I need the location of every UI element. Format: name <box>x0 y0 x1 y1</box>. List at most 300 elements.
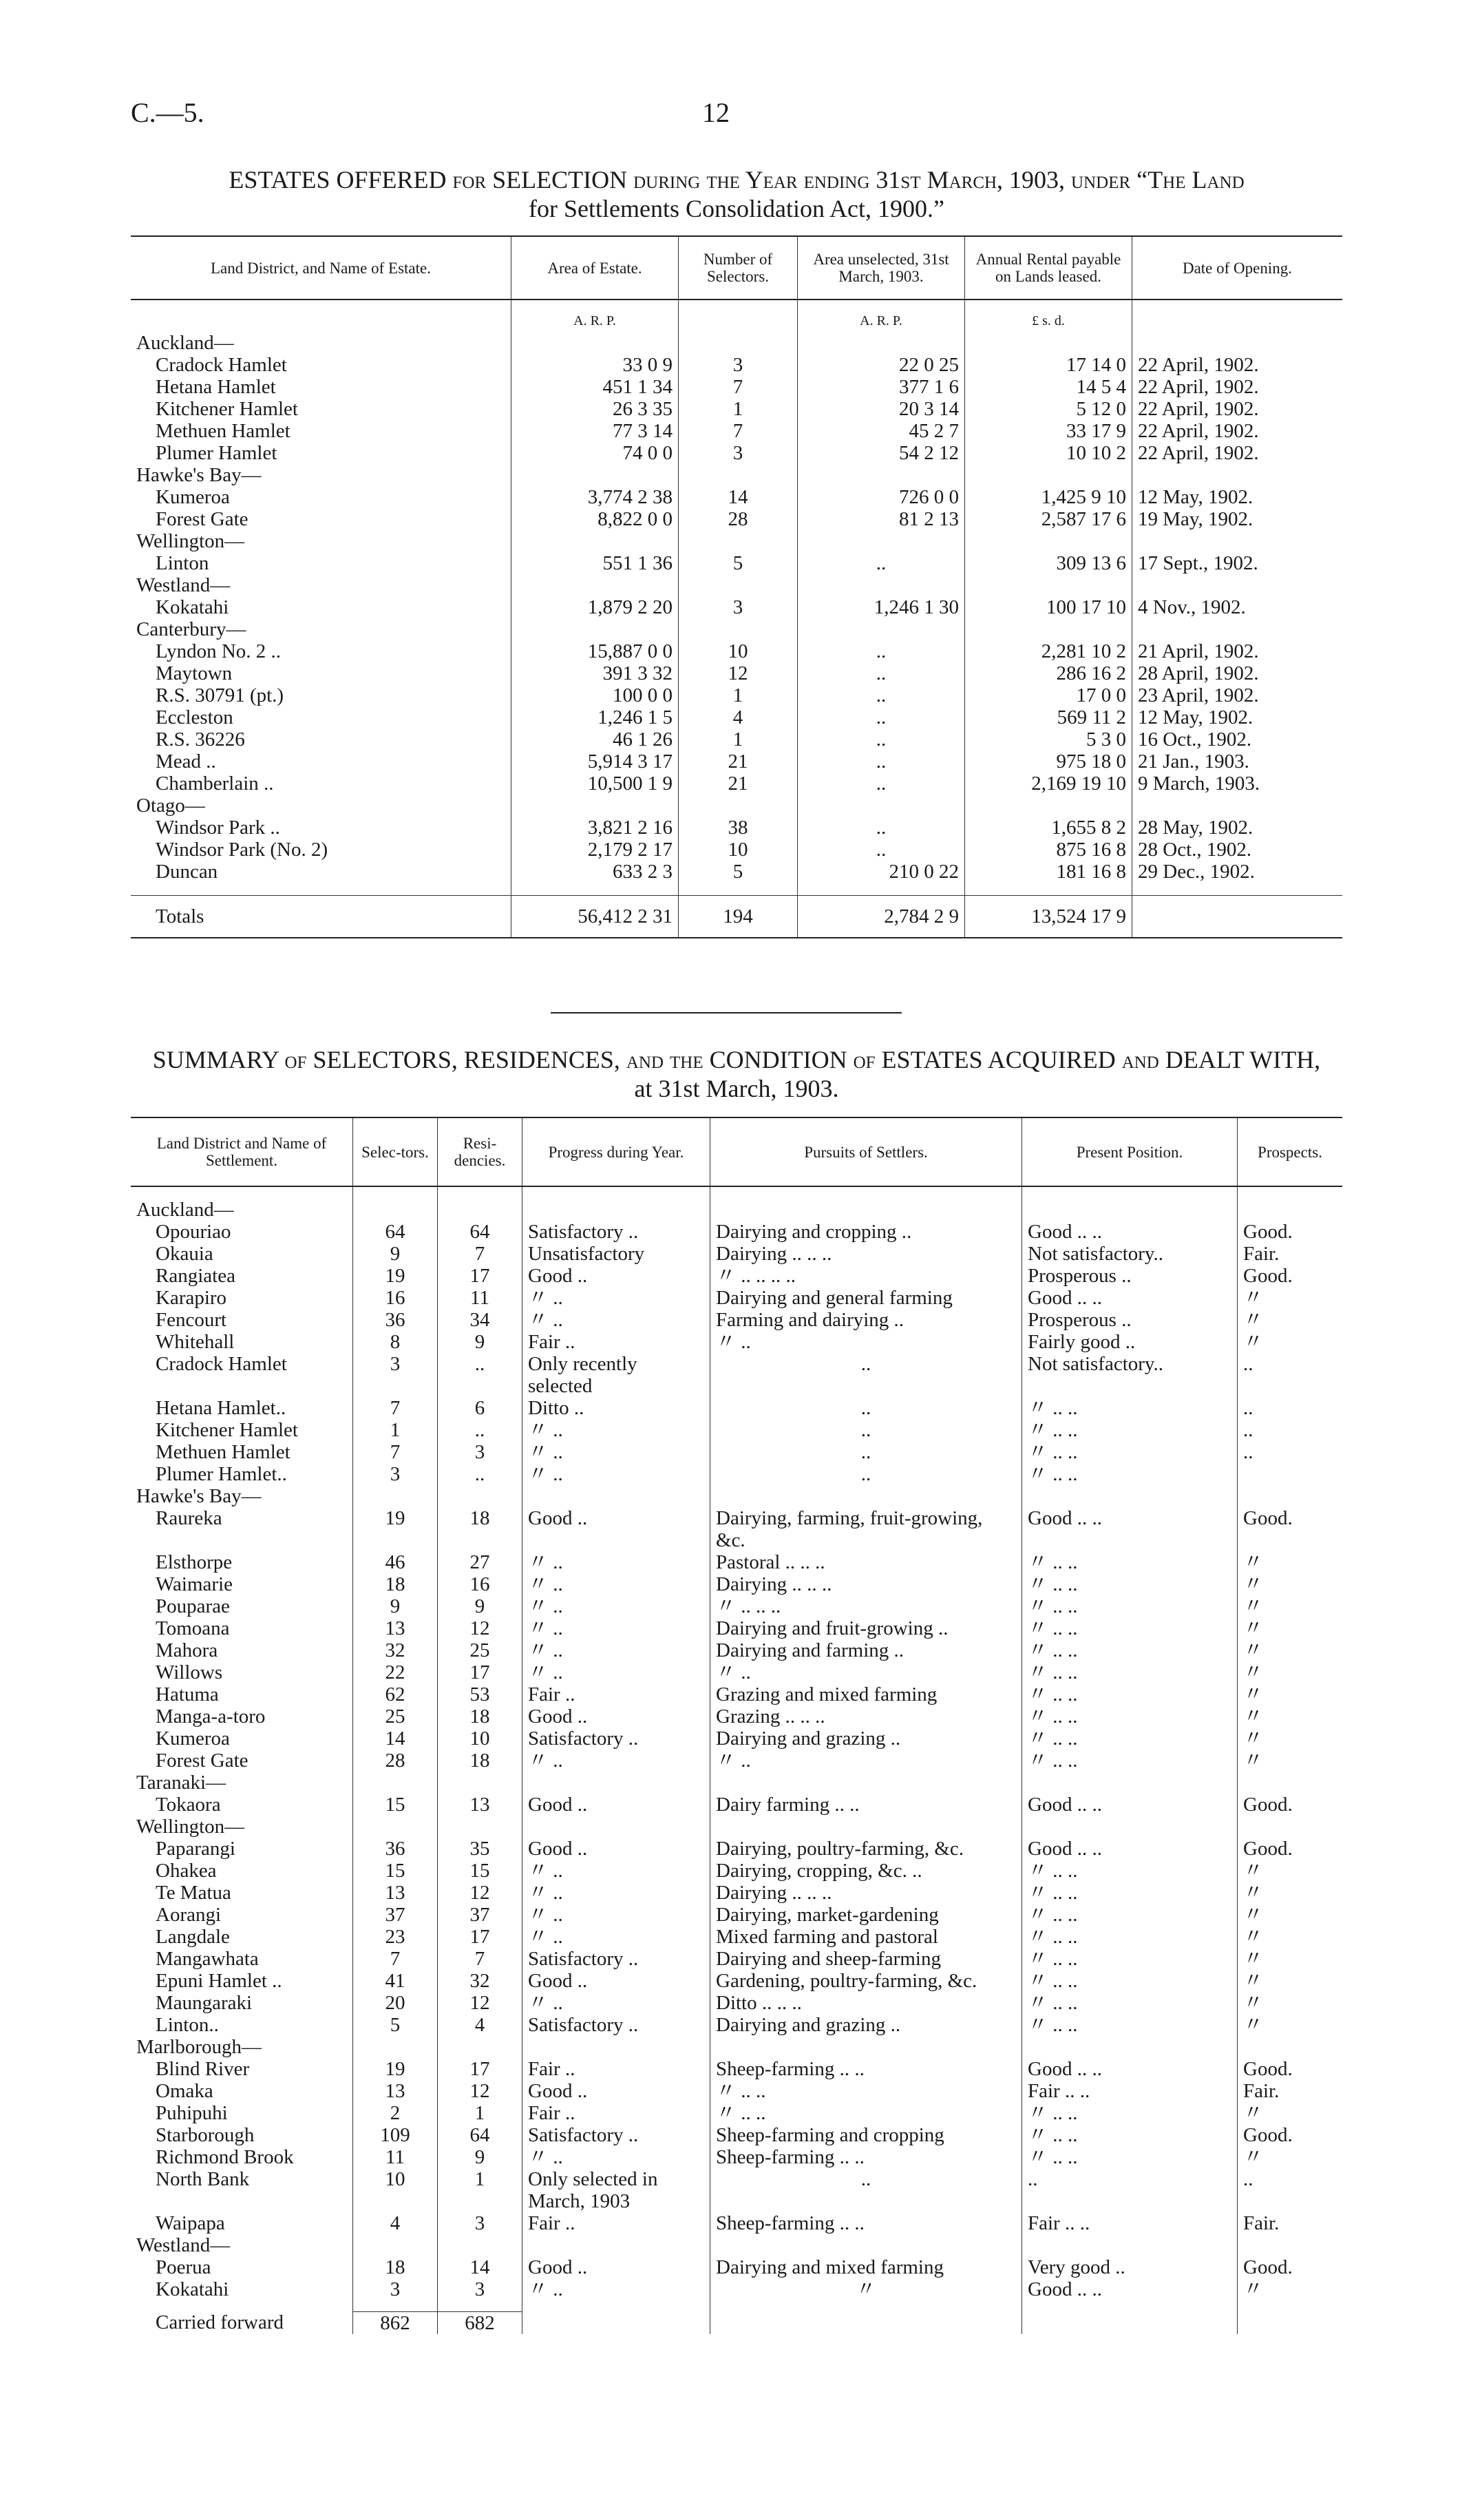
settlement-row <box>131 1948 1342 1970</box>
settlement-position: 〃 .. .. <box>1022 1992 1238 2014</box>
settlement-pursuits: 〃 .. <box>710 1331 1022 1353</box>
settlement-name: Methuen Hamlet <box>156 1441 290 1463</box>
settlement-position: Good .. .. <box>1022 1221 1238 1243</box>
settlement-residencies: 18 <box>438 1507 522 1551</box>
settlement-name: Karapiro <box>156 1287 227 1309</box>
estate-area: 1,246 1 5 <box>511 706 679 728</box>
settlement-progress: Fair .. <box>522 2212 710 2234</box>
settlement-progress: Fair .. <box>522 1331 710 1353</box>
estate-row <box>131 552 1342 574</box>
settlement-row <box>131 1573 1342 1595</box>
page-header <box>131 96 1342 138</box>
estates-table <box>131 235 1342 938</box>
settlement-prospects: Good. <box>1238 2256 1343 2278</box>
settlement-residencies: 9 <box>438 1331 522 1353</box>
estate-area: 33 0 9 <box>511 354 679 376</box>
section-divider <box>551 1012 902 1014</box>
empty-cell <box>798 574 965 596</box>
settlement-progress: 〃 .. <box>522 1661 710 1683</box>
settlement-residencies: .. <box>438 1463 522 1485</box>
district-row <box>131 1485 1342 1507</box>
empty-cell <box>522 2300 710 2311</box>
estate-row <box>131 750 1342 773</box>
empty-cell <box>522 1485 710 1507</box>
settlement-position: 〃 .. .. <box>1022 1617 1238 1639</box>
settlement-row <box>131 1926 1342 1948</box>
settlement-prospects: .. <box>1238 1353 1343 1397</box>
settlement-selectors: 3 <box>353 1463 438 1485</box>
estate-selectors: 10 <box>679 839 798 861</box>
settlement-selectors: 9 <box>353 1595 438 1617</box>
settlement-prospects: .. <box>1238 1397 1343 1419</box>
settlement-selectors: 20 <box>353 1992 438 2014</box>
settlement-row <box>131 2080 1342 2102</box>
settlement-position: Good .. .. <box>1022 1838 1238 1860</box>
settlement-selectors: 18 <box>353 2256 438 2278</box>
spacer-row <box>131 883 1342 895</box>
district-name: Marlborough— <box>136 2036 262 2058</box>
settlement-name: Langdale <box>156 1926 230 1948</box>
empty-cell <box>438 1485 522 1507</box>
settlement-selectors: 4 <box>353 2212 438 2234</box>
estates-body <box>131 300 1342 938</box>
estate-unselected: .. <box>798 750 965 773</box>
settlement-selectors: 1 <box>353 1419 438 1441</box>
settlement-pursuits: Dairying, cropping, &c. .. <box>710 1860 1022 1882</box>
empty-cell <box>679 332 798 354</box>
estate-selectors: 3 <box>679 354 798 376</box>
district-name: Westland— <box>136 574 231 596</box>
settlement-selectors: 5 <box>353 2014 438 2036</box>
empty-cell <box>710 2300 1022 2311</box>
settlement-row <box>131 1860 1342 1882</box>
settlement-residencies: 17 <box>438 1926 522 1948</box>
settlement-name: Pouparae <box>156 1595 230 1617</box>
settlement-name: Kumeroa <box>156 1728 230 1750</box>
empty-cell <box>1238 1485 1343 1507</box>
settlement-pursuits: Dairying .. .. .. <box>710 1882 1022 1904</box>
col-selectors: Number of Selectors. <box>679 236 798 300</box>
settlement-selectors: 28 <box>353 1750 438 1772</box>
settlement-pursuits: Dairying and general farming <box>710 1287 1022 1309</box>
settlement-name: North Bank <box>156 2168 250 2190</box>
estate-row <box>131 728 1342 750</box>
empty-cell <box>511 883 679 895</box>
empty-cell <box>1238 2234 1343 2256</box>
estate-unselected: 20 3 14 <box>798 398 965 420</box>
district-row <box>131 530 1342 552</box>
empty-cell <box>798 332 965 354</box>
settlement-selectors: 25 <box>353 1705 438 1728</box>
settlement-progress: 〃 .. <box>522 1617 710 1639</box>
empty-cell <box>438 2234 522 2256</box>
estate-unselected: .. <box>798 839 965 861</box>
empty-cell <box>1022 1816 1238 1838</box>
empty-cell <box>798 618 965 640</box>
empty-cell <box>353 1199 438 1221</box>
estates-title-line2: for Settlements Consolidation Act, 1900.” <box>529 195 944 222</box>
settlement-prospects: Good. <box>1238 1794 1343 1816</box>
settlement-prospects: 〃 <box>1238 1904 1343 1926</box>
settlement-progress: Satisfactory .. <box>522 2124 710 2146</box>
settlement-pursuits: Ditto .. .. .. <box>710 1992 1022 2014</box>
estate-area: 3,821 2 16 <box>511 817 679 839</box>
settlement-pursuits: Pastoral .. .. .. <box>710 1551 1022 1573</box>
col-unselected: Area unselected, 31st March, 1903. <box>798 236 965 300</box>
estate-opening-date: 22 April, 1902. <box>1132 354 1343 376</box>
col-rental: Annual Rental payable on Lands leased. <box>965 236 1132 300</box>
estate-row <box>131 640 1342 662</box>
estate-selectors: 7 <box>679 376 798 398</box>
settlement-prospects: 〃 <box>1238 2146 1343 2168</box>
settlement-row <box>131 1639 1342 1661</box>
summary-body <box>131 1186 1342 2334</box>
district-row <box>131 1816 1342 1838</box>
empty-cell <box>522 2036 710 2058</box>
settlement-progress: Good .. <box>522 1970 710 1992</box>
settlement-pursuits: 〃 .. .. <box>710 2080 1022 2102</box>
settlement-prospects: 〃 <box>1238 1948 1343 1970</box>
estate-area: 451 1 34 <box>511 376 679 398</box>
settlement-pursuits: Dairying .. .. .. <box>710 1243 1022 1265</box>
estate-opening-date: 19 May, 1902. <box>1132 508 1343 530</box>
estate-row <box>131 861 1342 883</box>
summary-title-line2: at 31st March, 1903. <box>634 1075 839 1102</box>
settlement-residencies: 3 <box>438 1441 522 1463</box>
estate-row <box>131 817 1342 839</box>
settlement-position: 〃 .. .. <box>1022 1441 1238 1463</box>
empty-cell <box>1238 1199 1343 1221</box>
settlement-pursuits: Farming and dairying .. <box>710 1309 1022 1331</box>
district-row <box>131 2036 1342 2058</box>
col-prospects: Prospects. <box>1238 1117 1343 1186</box>
estate-area: 551 1 36 <box>511 552 679 574</box>
settlement-pursuits: Dairying, market-gardening <box>710 1904 1022 1926</box>
settlement-row <box>131 1309 1342 1331</box>
estate-selectors: 1 <box>679 684 798 706</box>
settlement-position: .. <box>1022 2168 1238 2212</box>
settlement-position: Good .. .. <box>1022 1794 1238 1816</box>
estate-rent: 975 18 0 <box>965 750 1132 773</box>
col-selectors: Selec-tors. <box>353 1117 438 1186</box>
settlement-residencies: 7 <box>438 1948 522 1970</box>
settlement-progress: 〃 .. <box>522 1926 710 1948</box>
settlement-row <box>131 2102 1342 2124</box>
empty-cell <box>1238 2311 1343 2334</box>
settlement-selectors: 11 <box>353 2146 438 2168</box>
settlement-progress: 〃 .. <box>522 1992 710 2014</box>
settlement-prospects: .. <box>1238 1441 1343 1463</box>
estate-selectors: 1 <box>679 398 798 420</box>
estate-opening-date: 28 Oct., 1902. <box>1132 839 1343 861</box>
settlement-progress: Satisfactory .. <box>522 1728 710 1750</box>
estate-unselected: 22 0 25 <box>798 354 965 376</box>
empty-cell <box>965 332 1132 354</box>
estate-opening-date: 23 April, 1902. <box>1132 684 1343 706</box>
estate-name: Duncan <box>156 861 218 883</box>
settlement-residencies: 4 <box>438 2014 522 2036</box>
settlement-position: 〃 .. .. <box>1022 1397 1238 1419</box>
estate-rent: 5 3 0 <box>965 728 1132 750</box>
settlement-position: Prosperous .. <box>1022 1265 1238 1287</box>
empty-cell <box>438 1816 522 1838</box>
estate-opening-date: 28 May, 1902. <box>1132 817 1343 839</box>
estate-name: Methuen Hamlet <box>156 420 290 442</box>
empty-cell <box>1238 2300 1343 2311</box>
settlement-residencies: 17 <box>438 1265 522 1287</box>
settlement-position: 〃 .. .. <box>1022 1661 1238 1683</box>
estate-unselected: .. <box>798 728 965 750</box>
settlement-pursuits: 〃 .. .. .. .. <box>710 1265 1022 1287</box>
settlement-row <box>131 1419 1342 1441</box>
settlement-pursuits: .. <box>710 1353 1022 1397</box>
col-settlement: Land District and Name of Settlement. <box>131 1117 353 1186</box>
settlement-progress: 〃 .. <box>522 1309 710 1331</box>
settlement-name: Ohakea <box>156 1860 217 1882</box>
settlement-name: Mahora <box>156 1639 218 1661</box>
settlement-prospects: 〃 <box>1238 1661 1343 1683</box>
settlement-position: 〃 .. .. <box>1022 1882 1238 1904</box>
settlement-pursuits: Dairying and farming .. <box>710 1639 1022 1661</box>
settlement-name: Willows <box>156 1661 223 1683</box>
settlement-selectors: 41 <box>353 1970 438 1992</box>
empty-cell <box>965 464 1132 486</box>
settlement-progress: 〃 .. <box>522 1551 710 1573</box>
settlement-name: Elsthorpe <box>156 1551 233 1573</box>
settlement-name: Tomoana <box>156 1617 230 1639</box>
totals-row <box>131 895 1342 938</box>
settlement-progress: 〃 .. <box>522 2146 710 2168</box>
settlement-residencies: 53 <box>438 1683 522 1705</box>
settlement-prospects: 〃 <box>1238 1970 1343 1992</box>
settlement-pursuits: Grazing .. .. .. <box>710 1705 1022 1728</box>
empty-cell <box>1132 332 1343 354</box>
settlement-position: Prosperous .. <box>1022 1309 1238 1331</box>
settlement-position: 〃 .. .. <box>1022 1595 1238 1617</box>
estate-unselected: .. <box>798 662 965 684</box>
estate-rent: 2,281 10 2 <box>965 640 1132 662</box>
estate-area: 74 0 0 <box>511 442 679 464</box>
empty-cell <box>522 1816 710 1838</box>
settlement-residencies: 3 <box>438 2278 522 2300</box>
settlement-name: Fencourt <box>156 1309 227 1331</box>
estate-selectors: 3 <box>679 442 798 464</box>
settlement-name: Linton.. <box>156 2014 219 2036</box>
settlement-position: 〃 .. .. <box>1022 1860 1238 1882</box>
settlement-row <box>131 1463 1342 1485</box>
settlement-pursuits: 〃 .. .. <box>710 2102 1022 2124</box>
col-pursuits: Pursuits of Settlers. <box>710 1117 1022 1186</box>
settlement-pursuits: Dairying .. .. .. <box>710 1573 1022 1595</box>
estate-name: Windsor Park (No. 2) <box>156 839 328 861</box>
estate-row <box>131 662 1342 684</box>
estate-row <box>131 398 1342 420</box>
settlement-pursuits: Dairying, poultry-farming, &c. <box>710 1838 1022 1860</box>
estate-unselected: 81 2 13 <box>798 508 965 530</box>
estate-unselected: .. <box>798 684 965 706</box>
settlement-selectors: 36 <box>353 1838 438 1860</box>
settlement-selectors: 13 <box>353 2080 438 2102</box>
district-name: Auckland— <box>136 332 234 354</box>
estate-row <box>131 420 1342 442</box>
settlement-selectors: 19 <box>353 2058 438 2080</box>
estate-rent: 1,425 9 10 <box>965 486 1132 508</box>
settlement-name: Waipapa <box>156 2212 225 2234</box>
settlement-name: Mangawhata <box>156 1948 259 1970</box>
settlement-row <box>131 1970 1342 1992</box>
settlement-prospects: .. <box>1238 2168 1343 2212</box>
settlement-pursuits: 〃 .. <box>710 1661 1022 1683</box>
estate-row <box>131 376 1342 398</box>
settlement-name: Whitehall <box>156 1331 235 1353</box>
estate-opening-date: 22 April, 1902. <box>1132 376 1343 398</box>
empty-cell <box>438 2300 522 2311</box>
col-residencies: Resi-dencies. <box>438 1117 522 1186</box>
document-reference: C.—5. <box>131 97 204 128</box>
empty-cell <box>965 618 1132 640</box>
settlement-selectors: 14 <box>353 1728 438 1750</box>
settlement-prospects: 〃 <box>1238 1617 1343 1639</box>
settlement-residencies: 7 <box>438 1243 522 1265</box>
settlement-row <box>131 2212 1342 2234</box>
empty-cell <box>511 530 679 552</box>
empty-cell <box>710 1772 1022 1794</box>
settlement-pursuits: Dairying, farming, fruit-growing, &c. <box>710 1507 1022 1551</box>
estate-area: 26 3 35 <box>511 398 679 420</box>
estate-rent: 5 12 0 <box>965 398 1132 420</box>
carried-residencies: 682 <box>438 2311 522 2334</box>
settlement-name: Paparangi <box>156 1838 235 1860</box>
settlement-selectors: 19 <box>353 1265 438 1287</box>
settlement-residencies: 27 <box>438 1551 522 1573</box>
empty-cell <box>965 883 1132 895</box>
settlement-selectors: 18 <box>353 1573 438 1595</box>
settlement-name: Blind River <box>156 2058 250 2080</box>
spacer-row <box>131 2300 1342 2311</box>
estate-opening-date: 17 Sept., 1902. <box>1132 552 1343 574</box>
district-row <box>131 1199 1342 1221</box>
settlement-position: 〃 .. .. <box>1022 1463 1238 1485</box>
estate-unselected: .. <box>798 706 965 728</box>
settlement-row <box>131 1243 1342 1265</box>
estate-selectors: 14 <box>679 486 798 508</box>
empty-cell <box>710 1816 1022 1838</box>
estate-selectors: 3 <box>679 596 798 618</box>
estate-rent: 10 10 2 <box>965 442 1132 464</box>
empty-cell <box>353 1816 438 1838</box>
settlement-name: Aorangi <box>156 1904 222 1926</box>
estate-opening-date: 12 May, 1902. <box>1132 486 1343 508</box>
settlement-row <box>131 2256 1342 2278</box>
settlement-residencies: 11 <box>438 1287 522 1309</box>
settlement-name: Forest Gate <box>156 1750 248 1772</box>
estate-name: Kitchener Hamlet <box>156 398 298 420</box>
settlement-progress: Good .. <box>522 1265 710 1287</box>
empty-cell <box>798 795 965 817</box>
settlement-row <box>131 1794 1342 1816</box>
settlement-prospects: 〃 <box>1238 1728 1343 1750</box>
settlement-residencies: 6 <box>438 1397 522 1419</box>
estate-area: 391 3 32 <box>511 662 679 684</box>
settlement-residencies: 37 <box>438 1904 522 1926</box>
carried-forward-row <box>131 2311 1342 2334</box>
empty-cell <box>965 574 1132 596</box>
settlement-position: Good .. .. <box>1022 1287 1238 1309</box>
estate-unselected: 1,246 1 30 <box>798 596 965 618</box>
settlement-residencies: 64 <box>438 1221 522 1243</box>
settlement-position: 〃 .. .. <box>1022 1573 1238 1595</box>
empty-cell <box>522 2234 710 2256</box>
estate-unselected: 210 0 22 <box>798 861 965 883</box>
settlement-prospects: 〃 <box>1238 1926 1343 1948</box>
empty-cell <box>1022 2300 1238 2311</box>
estate-opening-date: 22 April, 1902. <box>1132 420 1343 442</box>
settlement-selectors: 32 <box>353 1639 438 1661</box>
empty-cell <box>511 574 679 596</box>
settlement-prospects: Fair. <box>1238 2080 1343 2102</box>
settlement-residencies: .. <box>438 1419 522 1441</box>
settlement-progress: 〃 .. <box>522 1287 710 1309</box>
settlement-selectors: 64 <box>353 1221 438 1243</box>
settlement-position: Not satisfactory.. <box>1022 1243 1238 1265</box>
settlement-selectors: 62 <box>353 1683 438 1705</box>
settlement-progress: Unsatisfactory <box>522 1243 710 1265</box>
empty-cell <box>522 1199 710 1221</box>
estate-name: R.S. 30791 (pt.) <box>156 684 284 706</box>
settlement-prospects: Good. <box>1238 1838 1343 1860</box>
settlement-residencies: 17 <box>438 1661 522 1683</box>
col-progress: Progress during Year. <box>522 1117 710 1186</box>
estate-selectors: 12 <box>679 662 798 684</box>
settlement-prospects: 〃 <box>1238 1331 1343 1353</box>
settlement-row <box>131 1331 1342 1353</box>
settlement-name: Raureka <box>156 1507 222 1529</box>
estate-selectors: 5 <box>679 552 798 574</box>
estate-row <box>131 706 1342 728</box>
empty-cell <box>965 795 1132 817</box>
settlement-residencies: 15 <box>438 1860 522 1882</box>
empty-cell <box>710 1485 1022 1507</box>
empty-cell <box>1132 795 1343 817</box>
empty-cell <box>1022 1772 1238 1794</box>
estate-unselected: .. <box>798 773 965 795</box>
settlement-progress: 〃 .. <box>522 1750 710 1772</box>
settlement-name: Kokatahi <box>156 2278 229 2300</box>
settlement-row <box>131 2124 1342 2146</box>
estate-rent: 17 14 0 <box>965 354 1132 376</box>
estate-unselected: 45 2 7 <box>798 420 965 442</box>
settlement-position: 〃 .. .. <box>1022 1926 1238 1948</box>
total-unselected: 2,784 2 9 <box>798 895 965 938</box>
district-name: Wellington— <box>136 530 245 552</box>
settlement-name: Cradock Hamlet <box>156 1353 287 1375</box>
settlement-name: Kitchener Hamlet <box>156 1419 298 1441</box>
settlement-residencies: 17 <box>438 2058 522 2080</box>
settlement-row <box>131 1661 1342 1683</box>
settlement-name: Omaka <box>156 2080 213 2102</box>
total-area: 56,412 2 31 <box>511 895 679 938</box>
settlement-position: Good .. .. <box>1022 2058 1238 2080</box>
settlement-residencies: 12 <box>438 1992 522 2014</box>
district-name: Auckland— <box>136 1199 234 1221</box>
settlement-pursuits: Sheep-farming and cropping <box>710 2124 1022 2146</box>
estate-selectors: 28 <box>679 508 798 530</box>
settlement-pursuits: .. <box>710 1397 1022 1419</box>
empty-cell <box>353 1772 438 1794</box>
estate-selectors: 7 <box>679 420 798 442</box>
settlement-position: Fair .. .. <box>1022 2212 1238 2234</box>
estate-opening-date: 22 April, 1902. <box>1132 398 1343 420</box>
